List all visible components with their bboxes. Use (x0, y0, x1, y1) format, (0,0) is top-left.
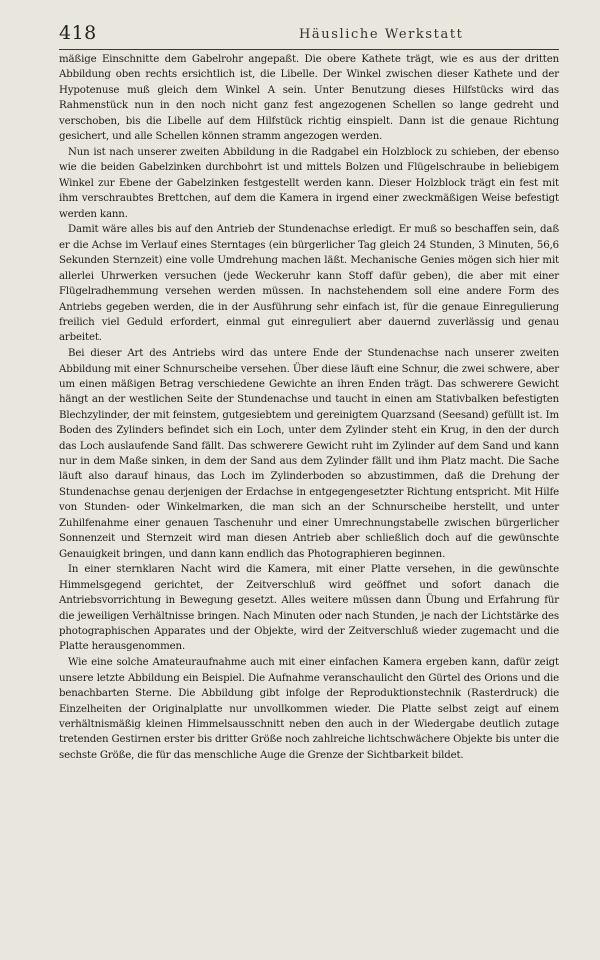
paragraph: In einer sternklaren Nacht wird die Kamera, mit einer Platte versehen, in die gewünschte Himmelsgegend gerichtet, der Zeitverschluß wird geöffnet und sofort danach die Antriebsvorrichtung in Bewegung gesetzt. Alles weitere müssen dann Übung und Erfahrung für die jeweiligen Verhältnisse bringen. Nach Minuten oder nach Stunden, je nach der Lichtstärke des photographischen Apparates und der Objekte, wird der Zeitverschluß wieder zugemacht und die Platte herausgenommen. (59, 564, 559, 653)
paragraph: Nun ist nach unserer zweiten Abbildung in die Radgabel ein Holzblock zu schieben, der ebenso wie die beiden Gabelzinken durchbohrt ist und mittels Bolzen und Flügelschraube in beliebigem Winkel zur Ebene der Gabelzinken festgestellt werden kann. Dieser Holzblock trägt ein fest mit ihm verschraubtes Brettchen, auf dem die Kamera in irgend einer zweckmäßigen Weise befestigt werden kann. (59, 146, 559, 220)
paragraph: mäßige Einschnitte dem Gabelrohr angepaßt. Die obere Kathete trägt, wie es aus der dritten Abbildung oben rechts ersichtlich ist, die Libelle. Der Winkel zwischen dieser Kathete und der Hypotenuse muß gleich dem Winkel A sein. Unter Benutzung dieses Hilfstücks wird das Rahmenstück nun in den noch nicht ganz fest angezogenen Schellen so lange gedreht und verschoben, bis die Libelle auf dem Hilfstück richtig einspielt. Dann ist die genaue Richtung gesichert, und alle Schellen können stramm angezogen werden. (59, 54, 559, 143)
page-number: 418 (59, 22, 97, 44)
page-header (59, 22, 559, 48)
paragraph: Damit wäre alles bis auf den Antrieb der Stundenachse erledigt. Er muß so beschaffen sein, daß er die Achse im Verlauf eines Sterntages (ein bürgerlicher Tag gleich 24 Stunden, 3 Minuten, 56,6 Sekunden Sternzeit) eine volle Umdrehung machen läßt. Mechanische Genies mögen sich hier mit allerlei Uhrwerken versuchen (jede Weckeruhr kann Stoff dafür geben), die aber mit einer Flügelradhemmung versehen werden müssen. In nachstehendem soll eine andere Form des Antriebs gegeben werden, die in der Ausführung sehr einfach ist, für die genaue Einregulierung freilich viel Geduld erfordert, einmal gut einreguliert aber dauernd zuverlässig und genau arbeitet. (59, 224, 559, 344)
body-text (59, 52, 559, 763)
header-rule (59, 49, 559, 50)
paragraph: Bei dieser Art des Antriebs wird das untere Ende der Stundenachse nach unserer zweiten Abbildung mit einer Schnurscheibe versehen. Über diese läuft eine Schnur, die zwei schwere, aber um einen mäßigen Betrag verschiedene Gewichte an ihren Enden trägt. Das schwerere Gewicht hängt an der westlichen Seite der Stundenachse und taucht in einen am Stativbalken befestigten Blechzylinder, der mit feinstem, gutgesiebtem und gereinigtem Quarzsand (Seesand) gefüllt ist. Im Boden des Zylinders befindet sich ein Loch, unter dem Zylinder steht ein Krug, in den der durch das Loch auslaufende Sand fällt. Das schwerere Gewicht ruht im Zylinder auf dem Sand und kann nur in dem Maße sinken, in dem der Sand aus dem Zylinder fällt und ihm Platz macht. Die Sache läuft also darauf hinaus, das Loch im Zylinderboden so abzustimmen, daß die Drehung der Stundenachse genau derjenigen der Erdachse in entgegengesetzter Richtung entspricht. Mit Hilfe von Stunden- oder Winkelmarken, die man sich an der Schnurscheibe herstellt, und unter Zuhilfenahme einer genauen Taschenuhr und einer Umrechnungstabelle zwischen bürgerlicher Sonnenzeit und Sternzeit wird man diesen Antrieb aber schließlich doch auf die gewünschte Genauigkeit bringen, und dann kann endlich das Photographieren beginnen. (59, 348, 559, 560)
paragraph: Wie eine solche Amateuraufnahme auch mit einer einfachen Kamera ergeben kann, dafür zeigt unsere letzte Abbildung ein Beispiel. Die Aufnahme veranschaulicht den Gürtel des Orions und die benachbarten Sterne. Die Abbildung gibt infolge der Reproduktionstechnik (Rasterdruck) die Einzelheiten der Originalplatte nur unvollkommen wieder. Die Platte selbst zeigt auf einem verhältnismäßig kleinen Himmelsausschnitt neben den auch in der Wiedergabe deutlich zutage tretenden Gestirnen erster bis dritter Größe noch zahlreiche lichtschwächere Objekte bis unter die sechste Größe, die für das menschliche Auge die Grenze der Sichtbarkeit bildet. (59, 657, 559, 761)
running-title: Häusliche Werkstatt (299, 27, 464, 42)
